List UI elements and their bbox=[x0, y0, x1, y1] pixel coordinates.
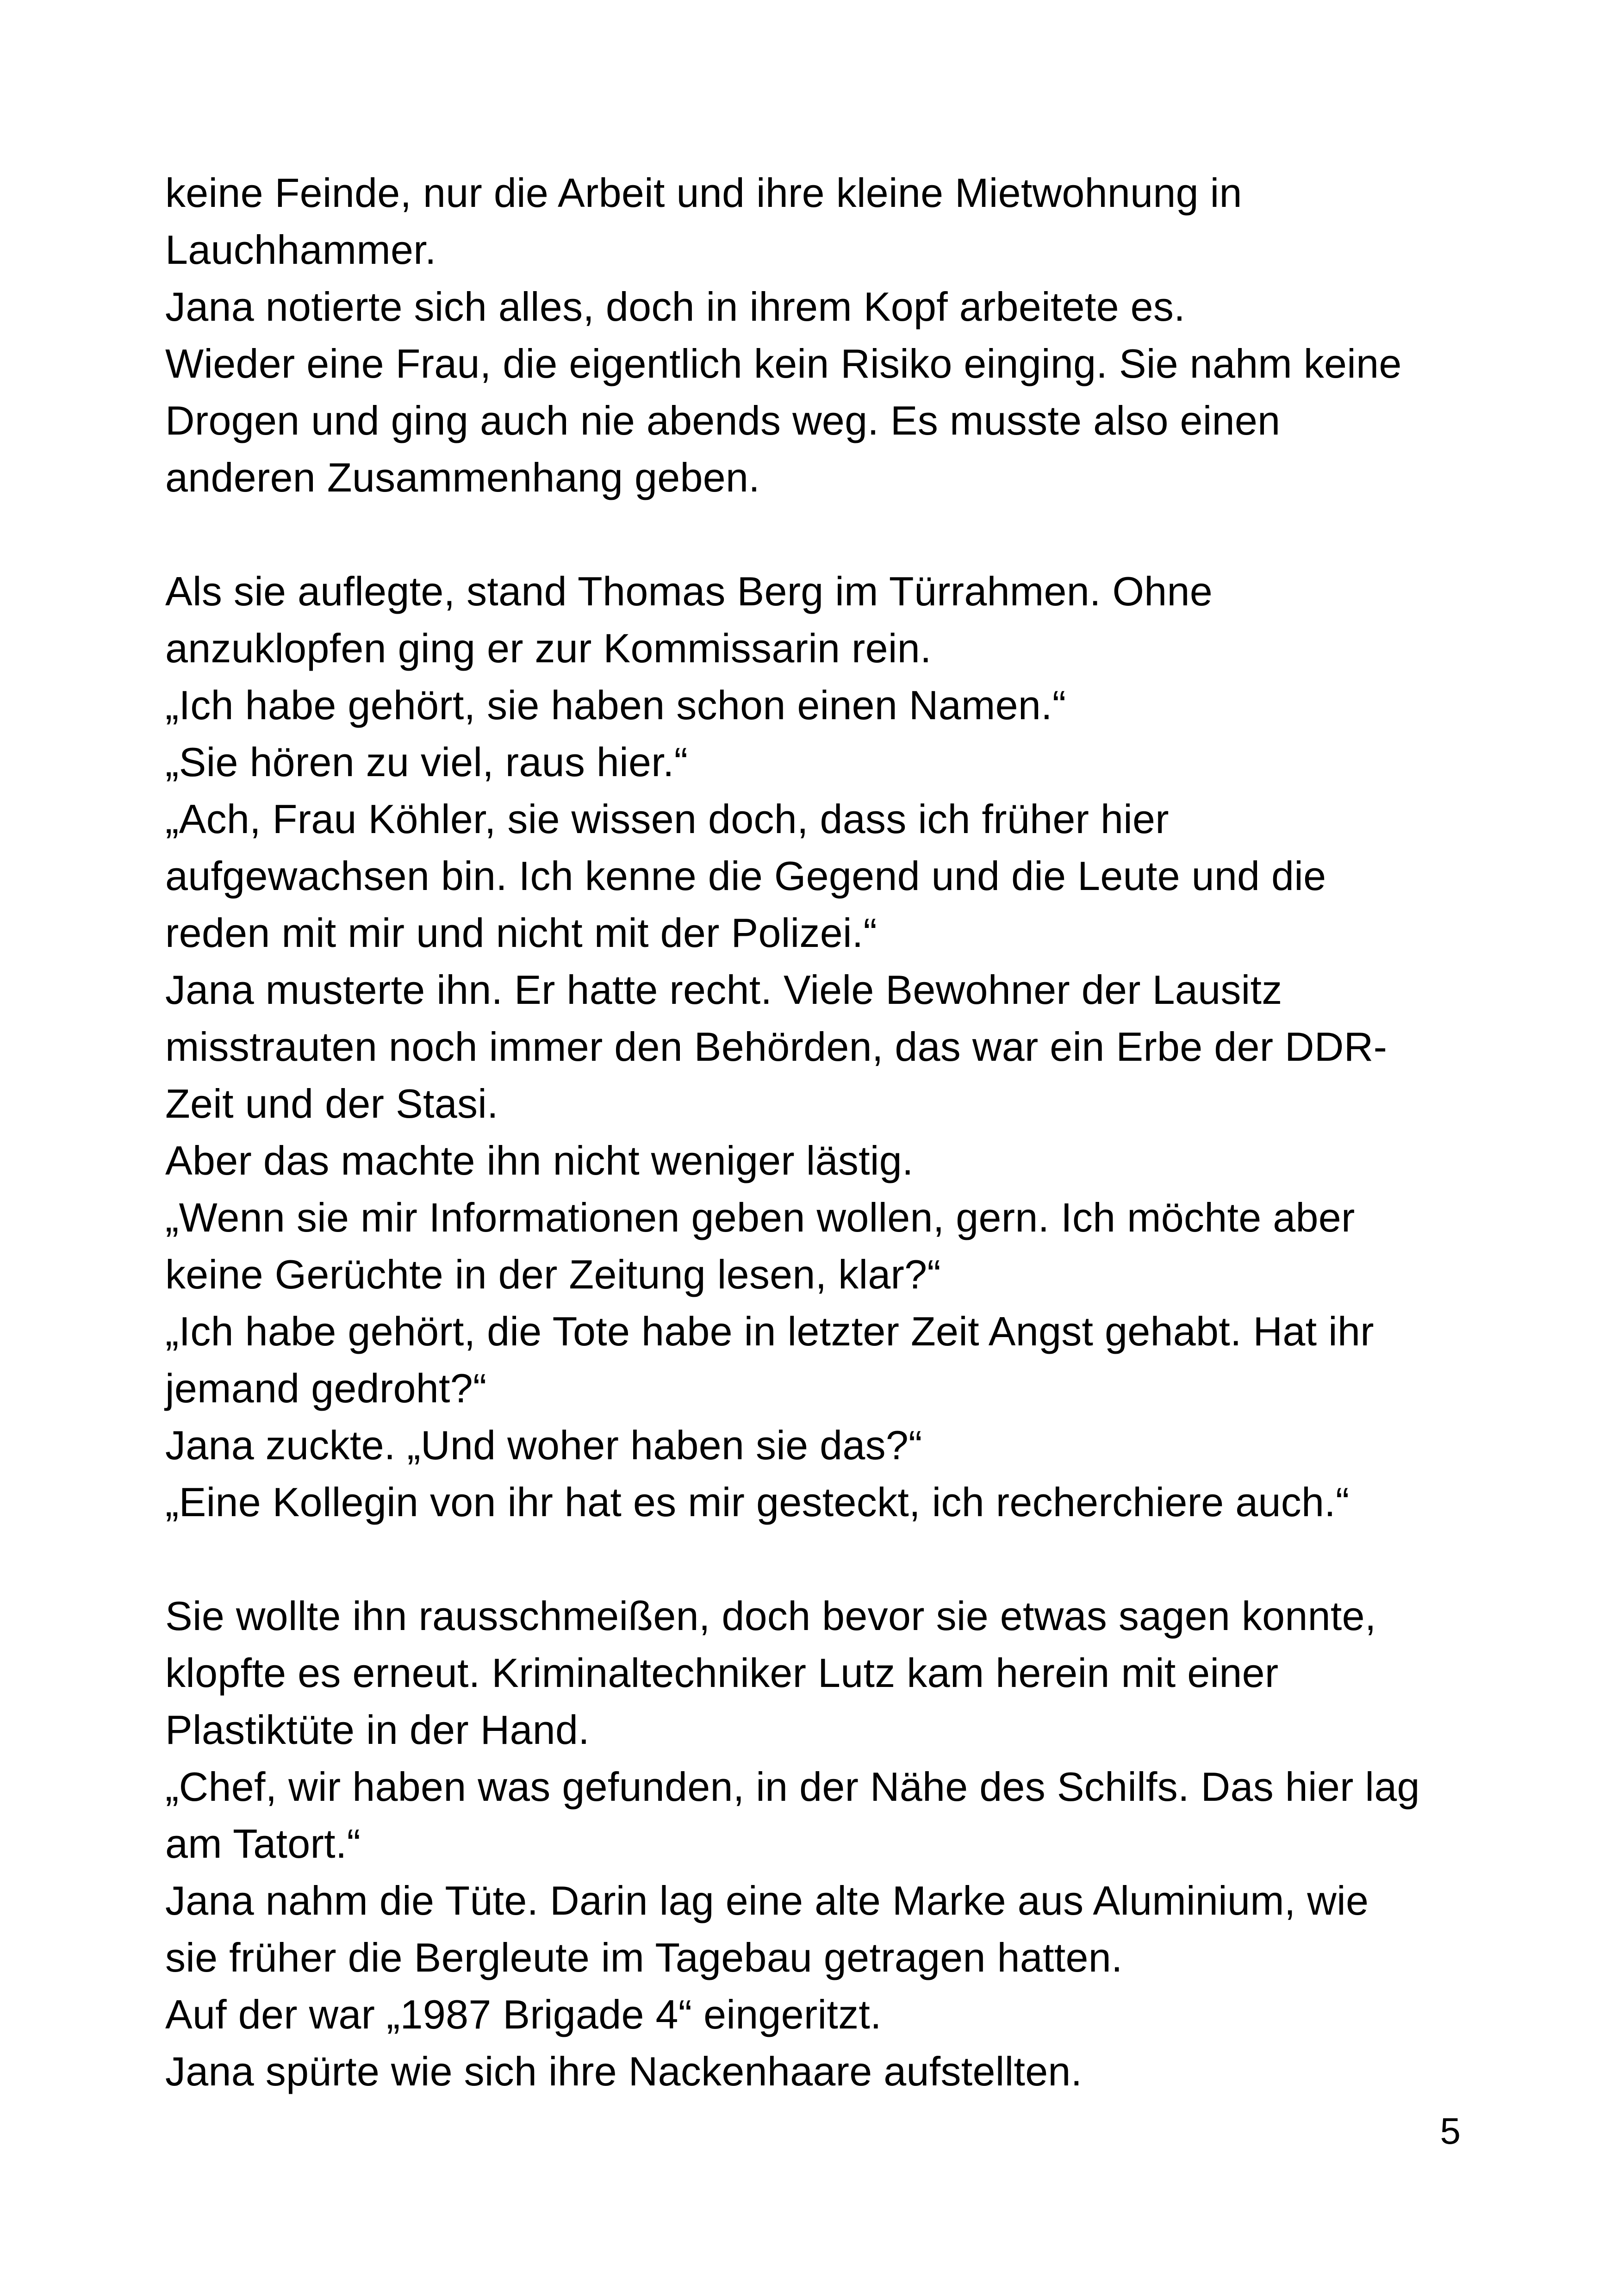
paragraph-gap bbox=[165, 506, 1461, 563]
text-line: Wieder eine Frau, die eigentlich kein Risiko einging. Sie nahm keine bbox=[165, 341, 1402, 386]
text-line: „Ich habe gehört, die Tote habe in letzter Zeit Angst gehabt. Hat ihr bbox=[165, 1308, 1374, 1354]
text-line: Lauchhammer. bbox=[165, 227, 436, 273]
text-line: Sie wollte ihn rausschmeißen, doch bevor sie etwas sagen konnte, bbox=[165, 1593, 1376, 1639]
text-line: Zeit und der Stasi. bbox=[165, 1081, 498, 1126]
text-line: Jana musterte ihn. Er hatte recht. Viele Bewohner der Lausitz bbox=[165, 967, 1282, 1013]
text-line: Jana spürte wie sich ihre Nackenhaare aufstellten. bbox=[165, 2048, 1083, 2094]
text-line: anderen Zusammenhang geben. bbox=[165, 454, 760, 500]
text-line: reden mit mir und nicht mit der Polizei.“ bbox=[165, 910, 877, 956]
text-line: am Tatort.“ bbox=[165, 1821, 361, 1867]
text-line: misstrauten noch immer den Behörden, das war ein Erbe der DDR- bbox=[165, 1024, 1388, 1070]
page-number: 5 bbox=[1440, 2110, 1461, 2152]
body-text bbox=[165, 164, 1461, 2100]
text-line: aufgewachsen bin. Ich kenne die Gegend und die Leute und die bbox=[165, 853, 1326, 899]
text-line: „Chef, wir haben was gefunden, in der Nähe des Schilfs. Das hier lag bbox=[165, 1764, 1420, 1810]
text-line: klopfte es erneut. Kriminaltechniker Lutz kam herein mit einer bbox=[165, 1650, 1279, 1696]
text-line: Aber das machte ihn nicht weniger lästig. bbox=[165, 1138, 914, 1183]
text-line: Jana nahm die Tüte. Darin lag eine alte Marke aus Aluminium, wie bbox=[165, 1878, 1369, 1923]
text-line: „Wenn sie mir Informationen geben wollen, gern. Ich möchte aber bbox=[165, 1195, 1355, 1240]
text-line: „Ach, Frau Köhler, sie wissen doch, dass ich früher hier bbox=[165, 796, 1169, 842]
text-line: Drogen und ging auch nie abends weg. Es musste also einen bbox=[165, 398, 1281, 443]
text-line: keine Feinde, nur die Arbeit und ihre kleine Mietwohnung in bbox=[165, 170, 1242, 216]
text-line: Als sie auflegte, stand Thomas Berg im Türrahmen. Ohne bbox=[165, 568, 1213, 614]
paragraph-gap bbox=[165, 1531, 1461, 1587]
text-line: anzuklopfen ging er zur Kommissarin rein. bbox=[165, 625, 932, 671]
text-line: „Sie hören zu viel, raus hier.“ bbox=[165, 739, 688, 785]
text-line: jemand gedroht?“ bbox=[165, 1365, 487, 1411]
text-line: „Ich habe gehört, sie haben schon einen Namen.“ bbox=[165, 682, 1066, 728]
text-line: Auf der war „1987 Brigade 4“ eingeritzt. bbox=[165, 1991, 882, 2037]
text-line: Jana notierte sich alles, doch in ihrem Kopf arbeitete es. bbox=[165, 284, 1185, 330]
text-line: sie früher die Bergleute im Tagebau getragen hatten. bbox=[165, 1935, 1123, 1980]
text-line: „Eine Kollegin von ihr hat es mir gesteckt, ich recherchiere auch.“ bbox=[165, 1479, 1350, 1525]
text-line: Jana zuckte. „Und woher haben sie das?“ bbox=[165, 1422, 922, 1468]
text-line: Plastiktüte in der Hand. bbox=[165, 1707, 590, 1753]
text-line: keine Gerüchte in der Zeitung lesen, klar?“ bbox=[165, 1251, 941, 1297]
